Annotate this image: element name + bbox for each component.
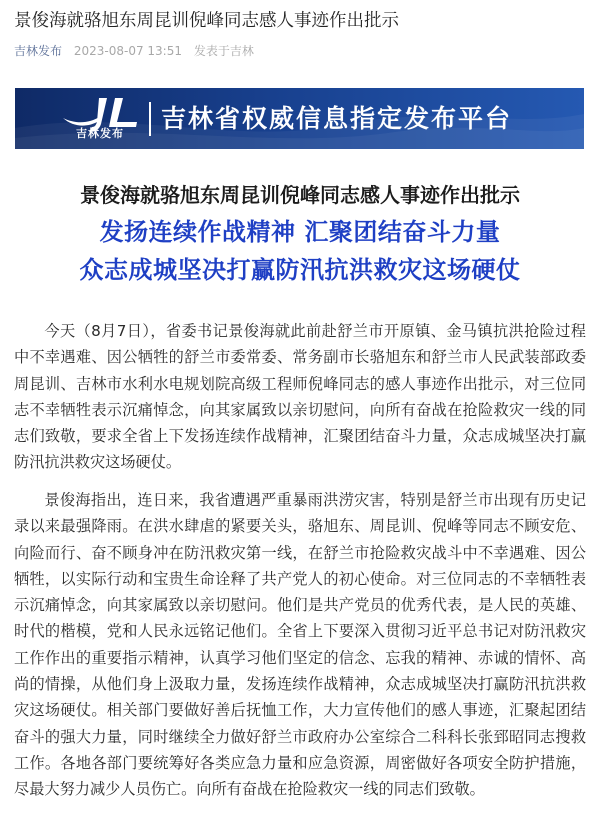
body-paragraph: 景俊海指出，连日来，我省遭遇严重暴雨洪涝灾害，特别是舒兰市出现有历史记录以来最强降雨。在洪水肆虐的紧要关头，骆旭东、周昆训、倪峰等同志不顾安危、向险而行、奋不顾身冲在防汛救灾第一线，在舒兰市抢险救灾战斗中不幸遇难、因公牺牲，以实际行动和宝贵生命诠释了共产党人的初心使命。对三位同志的不幸牺牲表示沉痛悼念，向其家属致以亲切慰问。他们是共产党员的优秀代表，是人民的英雄、时代的楷模，党和人民永远铭记他们。全省上下要深入贯彻习近平总书记对防汛救灾工作作出的重要指示精神，认真学习他们坚定的信念、忘我的精神、赤诚的情怀、高尚的情操，从他们身上汲取力量，发扬连续作战精神，众志成城坚决打赢防汛抗洪救灾这场硬仗。相关部门要做好善后抚恤工作，大力宣传他们的感人事迹，汇聚起团结奋斗的强大力量，同时继续全力做好舒兰市政府办公室综合二科科长张郅昭同志搜救工作。各地各部门要统筹好各类应急力量和应急资源，周密做好各项安全防护措施，尽最大努力减少人员伤亡。向所有奋战在抢险救灾一线的同志们致敬。 (14, 491, 586, 799)
article-title: 景俊海就骆旭东周昆训倪峰同志感人事迹作出批示 (14, 11, 399, 31)
headline-primary: 景俊海就骆旭东周昆训倪峰同志感人事迹作出批示 (80, 183, 520, 207)
headline-secondary: 发扬连续作战精神 汇聚团结奋斗力量 (99, 218, 501, 246)
platform-banner (15, 88, 584, 149)
body-paragraph: 今天（8月7日），省委书记景俊海就此前赴舒兰市开原镇、金马镇抗洪抢险过程中不幸遇难、因公牺牲的舒兰市委常委、常务副市长骆旭东和舒兰市人民武装部政委周昆训、吉林市水利水电规划院高级工程师倪峰同志的感人事迹作出批示，对三位同志不幸牺牲表示沉痛悼念，向其家属致以亲切慰问，向所有奋战在抢险救灾一线的同志们致敬，要求全省上下发扬连续作战精神，汇聚团结奋斗力量，众志成城坚决打赢防汛抗洪救灾这场硬仗。 (14, 322, 586, 472)
banner-slogan: 吉林省权威信息指定发布平台 (161, 104, 513, 133)
banner-divider (149, 102, 151, 136)
headline-tertiary: 众志成城坚决打赢防汛抗洪救灾这场硬仗 (79, 256, 521, 284)
publish-date: 2023-08-07 13:51 (73, 44, 182, 58)
article-meta (14, 43, 254, 59)
logo-wordmark: 吉林发布 (76, 127, 124, 140)
publish-location: 发表于吉林 (193, 44, 254, 58)
account-name-link[interactable]: 吉林发布 (14, 44, 63, 58)
